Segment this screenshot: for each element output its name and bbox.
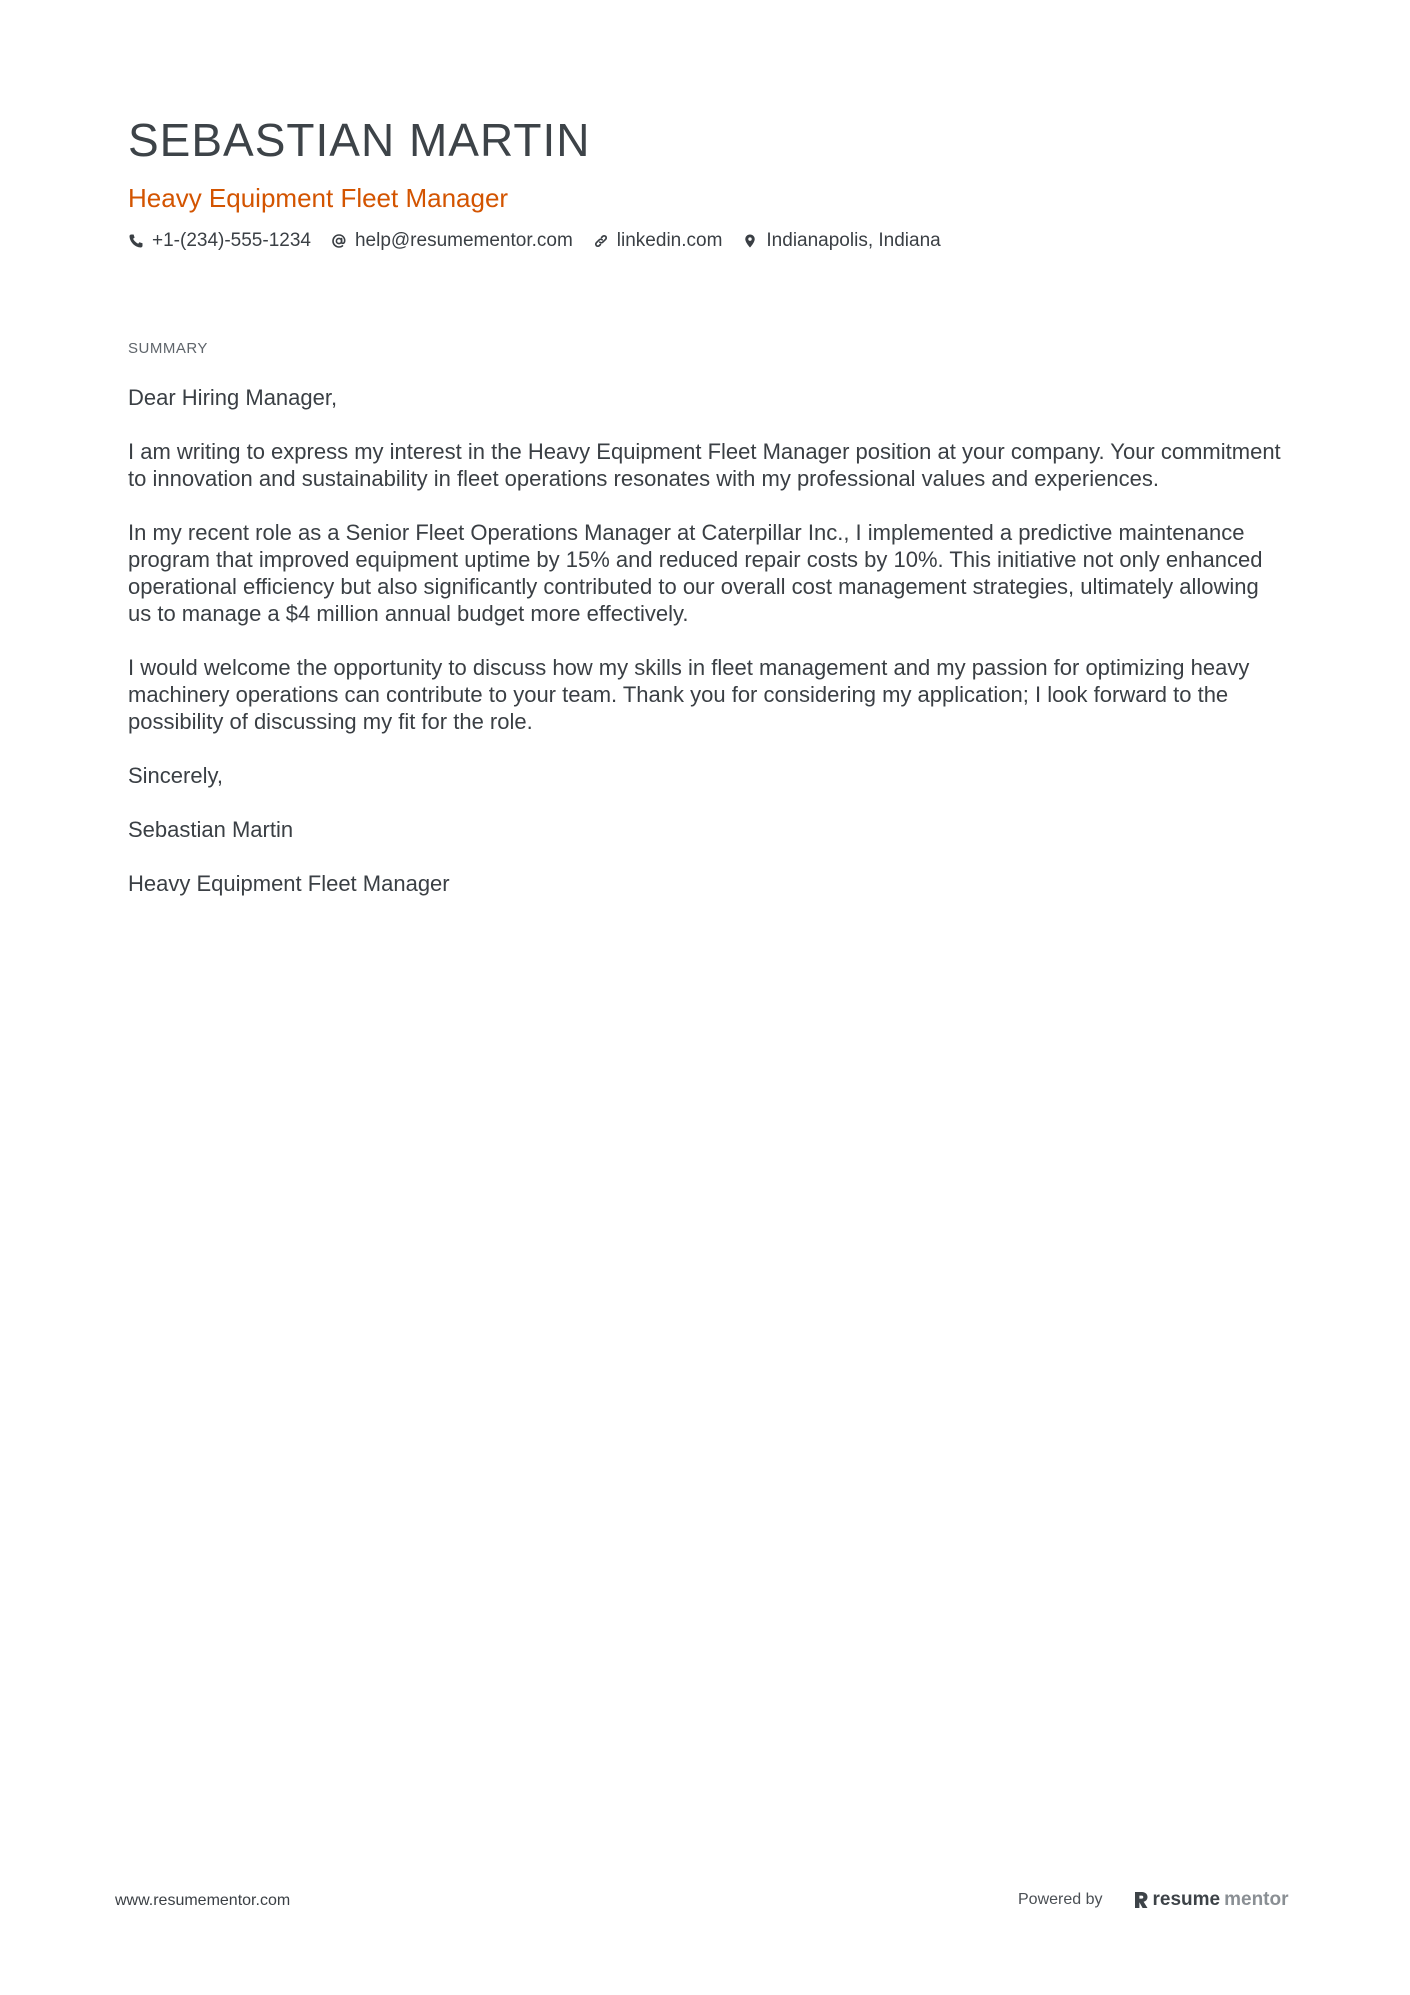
contact-phone-text: +1-(234)-555-1234 <box>152 230 311 251</box>
header <box>128 112 1288 254</box>
contact-linkedin-text[interactable]: linkedin.com <box>616 230 723 251</box>
contact-location-text: Indianapolis, Indiana <box>766 230 941 251</box>
letter-paragraph: In my recent role as a Senior Fleet Operations Manager at Caterpillar Inc., I implemented a predictive maintenance program that improved equipment uptime by 15% and reduced repair costs by 10%. This initiative not only enhanced operational efficiency but also significantly contributed to our overall cost management strategies, ultimately allowing us to manage a $4 million annual budget more effectively. <box>128 520 1263 626</box>
brand-name-accent: mentor <box>1224 1889 1289 1910</box>
signature-title: Heavy Equipment Fleet Manager <box>128 871 450 896</box>
section-label-summary: SUMMARY <box>128 340 208 357</box>
powered-by <box>1018 1889 1289 1911</box>
letter-paragraph: I would welcome the opportunity to discuss how my skills in fleet management and my passion for optimizing heavy machinery operations can contribute to your team. Thank you for considering my application; I look forward to the possibility of discussing my fit for the role. <box>128 655 1250 734</box>
letter-greeting: Dear Hiring Manager, <box>128 385 338 410</box>
contact-email-text[interactable]: help@resumementor.com <box>354 230 573 251</box>
letter-body <box>128 384 1288 924</box>
applicant-name: SEBASTIAN MARTIN <box>128 114 591 166</box>
letter-closing: Sincerely, <box>128 763 223 788</box>
brand-logo[interactable] <box>1133 1889 1289 1911</box>
contact-linkedin[interactable] <box>593 228 723 254</box>
phone-icon <box>128 233 144 249</box>
at-icon <box>331 233 347 249</box>
location-pin-icon <box>742 233 758 249</box>
link-icon <box>593 233 609 249</box>
contact-bar <box>128 228 1288 254</box>
job-title: Heavy Equipment Fleet Manager <box>128 183 509 213</box>
contact-email[interactable] <box>331 228 573 254</box>
signature-name: Sebastian Martin <box>128 817 294 842</box>
powered-by-label: Powered by <box>1018 1891 1103 1908</box>
brand-name-main: resume <box>1152 1889 1221 1910</box>
footer-url[interactable]: www.resumementor.com <box>115 1892 291 1909</box>
contact-phone <box>128 228 311 254</box>
letter-paragraph: I am writing to express my interest in the Heavy Equipment Fleet Manager position at your company. Your commitment to innovation and sustainability in fleet operations resonates with my professional values and experiences. <box>128 439 1281 491</box>
resumementor-logo-icon <box>1133 1890 1149 1910</box>
contact-location <box>742 228 940 254</box>
